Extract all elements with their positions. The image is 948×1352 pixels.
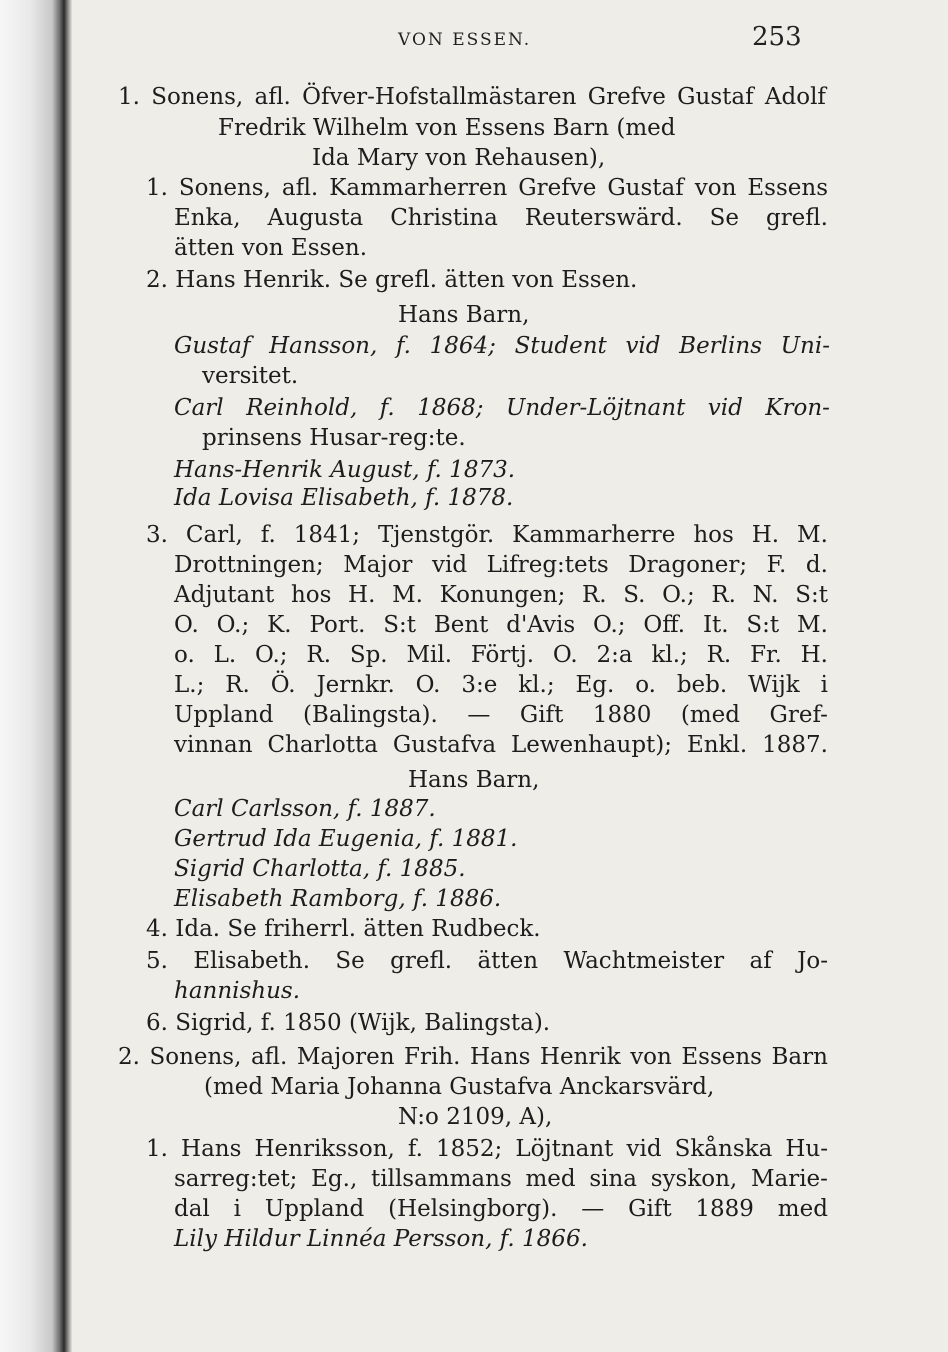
text-line: 1. Sonens, afl. Kammarherren Grefve Gustaf von Essens <box>146 175 828 201</box>
text-line: Sigrid Charlotta, f. 1885. <box>174 856 466 882</box>
page-header <box>0 20 948 54</box>
book-spine-shadow <box>0 0 72 1352</box>
text-line: Ida Mary von Rehausen), <box>312 145 606 171</box>
text-line: Adjutant hos H. M. Konungen; R. S. O.; R. N. S:t <box>174 582 828 608</box>
text-line: 4. Ida. Se friherrl. ätten Rudbeck. <box>146 916 541 942</box>
text-line: Elisabeth Ramborg, f. 1886. <box>174 886 502 912</box>
text-line: Lily Hildur Linnéa Persson, f. 1866. <box>174 1226 588 1252</box>
text-line: (med Maria Johanna Gustafva Anckarsvärd, <box>204 1074 715 1100</box>
text-line: prinsens Husar-reg:te. <box>202 425 466 451</box>
text-line: vinnan Charlotta Gustafva Lewenhaupt); Enkl. 1887. <box>174 732 828 758</box>
text-line: O. O.; K. Port. S:t Bent d'Avis O.; Off. It. S:t M. <box>174 612 828 638</box>
text-line: 3. Carl, f. 1841; Tjenstgör. Kammarherre hos H. M. <box>146 522 828 548</box>
text-line: 6. Sigrid, f. 1850 (Wijk, Balingsta). <box>146 1010 551 1036</box>
text-line: L.; R. Ö. Jernkr. O. 3:e kl.; Eg. o. beb. Wijk i <box>174 672 828 698</box>
text-line: Hans Barn, <box>398 302 530 328</box>
text-line: hannishus. <box>174 978 301 1004</box>
running-head: VON ESSEN. <box>398 30 532 50</box>
text-line: 2. Hans Henrik. Se grefl. ätten von Essen. <box>146 267 638 293</box>
text-line: versitet. <box>202 363 299 389</box>
text-line: Uppland (Balingsta). — Gift 1880 (med Gref- <box>174 702 828 728</box>
text-line: Hans-Henrik August, f. 1873. <box>174 457 516 483</box>
text-line: Gertrud Ida Eugenia, f. 1881. <box>174 826 518 852</box>
text-line: 1. Hans Henriksson, f. 1852; Löjtnant vid Skånska Hu- <box>146 1136 828 1162</box>
text-line: dal i Uppland (Helsingborg). — Gift 1889 med <box>174 1196 828 1222</box>
text-line: ätten von Essen. <box>174 235 368 261</box>
text-line: sarreg:tet; Eg., tillsammans med sina syskon, Marie- <box>174 1166 828 1192</box>
text-line: N:o 2109, A), <box>398 1104 553 1130</box>
text-line: 2. Sonens, afl. Majoren Frih. Hans Henrik von Essens Barn <box>118 1044 828 1070</box>
text-line: Carl Carlsson, f. 1887. <box>174 796 436 822</box>
text-line: o. L. O.; R. Sp. Mil. Förtj. O. 2:a kl.; R. Fr. H. <box>174 642 828 668</box>
page-number: 253 <box>752 22 802 52</box>
text-line: 5. Elisabeth. Se grefl. ätten Wachtmeister af Jo- <box>146 948 828 974</box>
text-line: 1. Sonens, afl. Öfver-Hofstallmästaren Grefve Gustaf Adolf <box>118 84 826 110</box>
text-line: Drottningen; Major vid Lifreg:tets Dragoner; F. d. <box>174 552 828 578</box>
text-line: Hans Barn, <box>408 767 540 793</box>
text-line: Gustaf Hansson, f. 1864; Student vid Berlins Uni- <box>174 333 830 359</box>
text-line: Ida Lovisa Elisabeth, f. 1878. <box>174 485 514 511</box>
text-line: Fredrik Wilhelm von Essens Barn (med <box>218 115 676 141</box>
text-line: Carl Reinhold, f. 1868; Under-Löjtnant vid Kron- <box>174 395 830 421</box>
text-line: Enka, Augusta Christina Reuterswärd. Se grefl. <box>174 205 828 231</box>
